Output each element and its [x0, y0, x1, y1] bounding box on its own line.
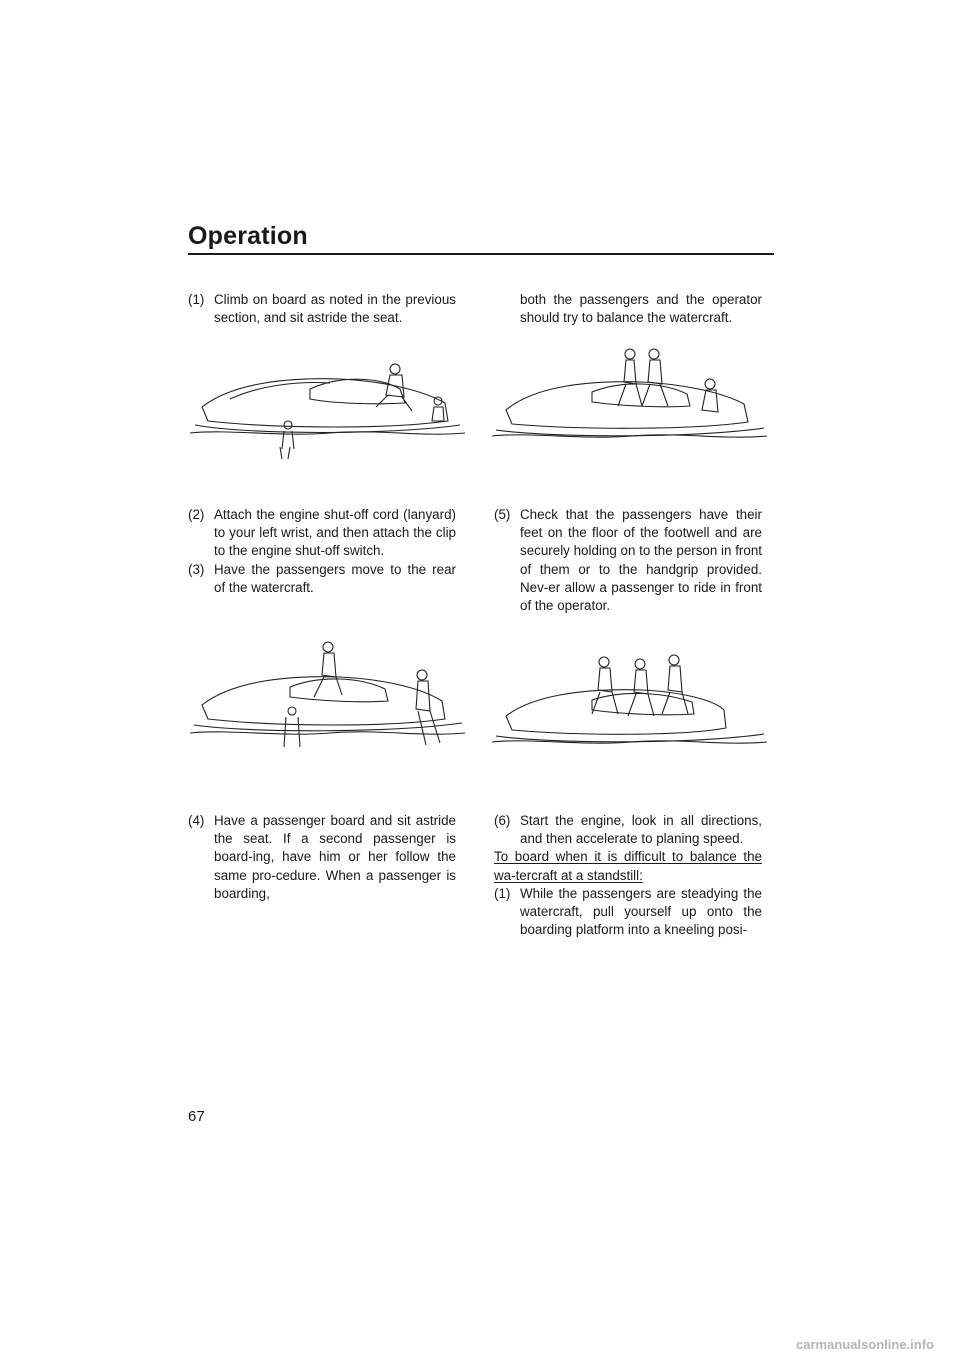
step-text: Check that the passengers have their feet on the floor of the footwell and are securely holding on to the person in front of them or to the handgrip provided. Nev-er allow a passenger to ride in front of the operator. [520, 507, 762, 614]
step-number: (4) [188, 813, 205, 828]
steps-2-3 [188, 506, 456, 597]
title-rule [188, 253, 774, 255]
step-4-continued [494, 291, 762, 327]
step-4 [188, 812, 456, 903]
step-5 [494, 506, 762, 615]
step-number: (5) [494, 507, 511, 522]
step-text: Climb on board as noted in the previous section, and sit astride the seat. [214, 292, 456, 326]
page-title: Operation [188, 222, 308, 250]
step-text: Have the passengers move to the rear of the watercraft. [214, 561, 456, 595]
illustration-operator-seated [190, 355, 465, 465]
continuation-text: both the passengers and the operator should try to balance the watercraft. [520, 292, 762, 326]
step-number: (3) [188, 561, 205, 577]
step-2 [188, 506, 456, 561]
illustration-passengers-rear [190, 635, 465, 760]
step-text: Start the engine, look in all directions, and then accelerate to planing speed. [520, 813, 762, 847]
steps-6-and-alternate [494, 812, 762, 939]
page-number: 67 [188, 1108, 205, 1125]
watermark: carmanualsonline.info [796, 1337, 934, 1352]
step-3 [188, 561, 456, 597]
step-text: Attach the engine shut-off cord (lanyard) to your left wrist, and then attach the clip to the engine shut-off switch. [214, 507, 456, 559]
step-number: (1) [188, 292, 205, 307]
illustration-passengers-balancing [492, 340, 767, 465]
step-6 [494, 812, 762, 848]
step-number: (2) [188, 507, 205, 522]
step-number: (1) [494, 885, 511, 901]
step-text: Have a passenger board and sit astride the seat. If a second passenger is board-ing, have him or her follow the same pro-cedure. When a passenger is boarding, [214, 813, 456, 901]
step-text: While the passengers are steadying the watercraft, pull yourself up onto the boarding platform into a kneeling posi- [520, 885, 762, 938]
alternate-step-1 [494, 885, 762, 940]
step-number: (6) [494, 813, 511, 828]
illustration-three-riders [492, 650, 767, 765]
section-subheading: To board when it is difficult to balance the wa-tercraft at a standstill: [494, 849, 762, 883]
step-1 [188, 291, 456, 327]
